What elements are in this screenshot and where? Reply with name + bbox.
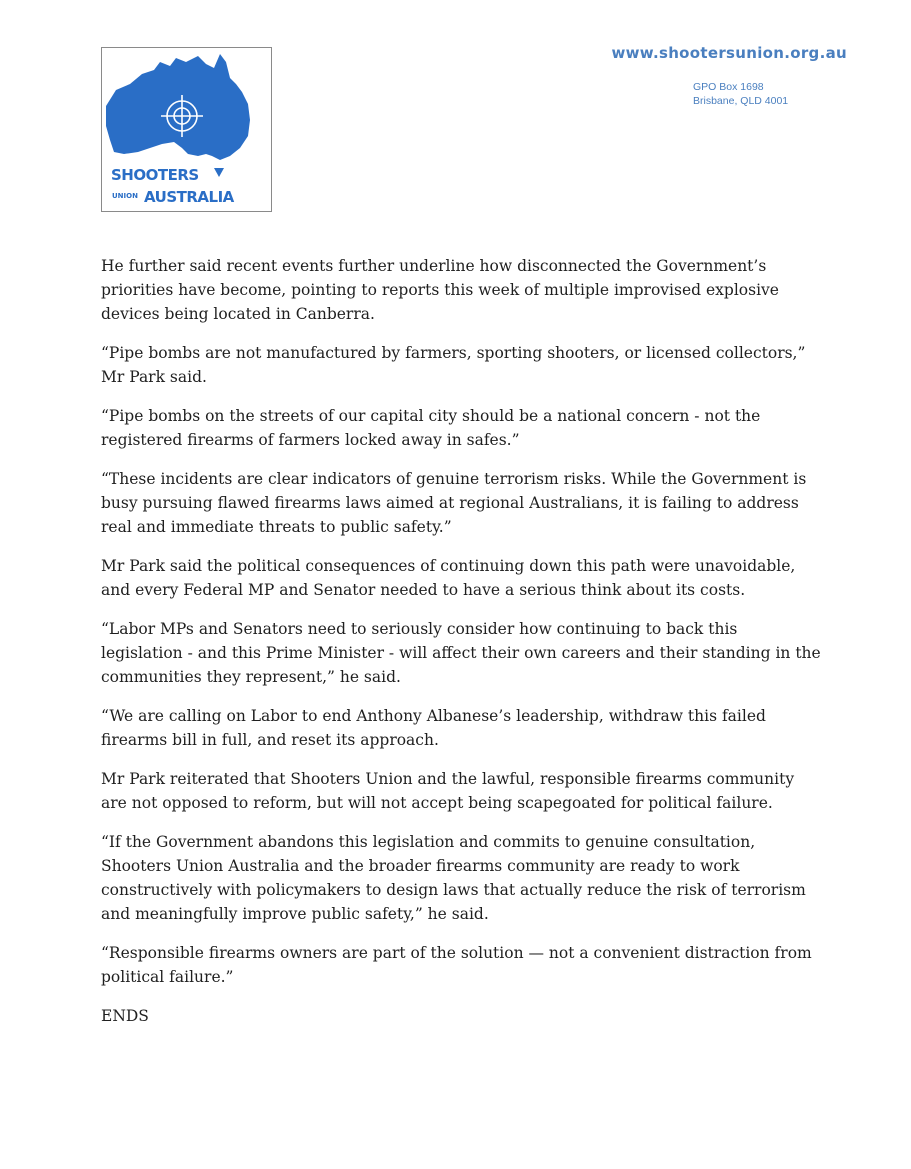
paragraph: “If the Government abandons this legislation and commits to genuine consultation, Shooters Union Australia and the broader firearms community are ready to work constructively with policymakers to design laws that actually reduce the risk of terrorism and meaningfully improve public safety,” he said. <box>101 833 806 923</box>
logo-text-shooters: SHOOTERS <box>111 166 199 184</box>
paragraph: Mr Park said the political consequences of continuing down this path were unavoidable, and every Federal MP and Senator needed to have a serious think about its costs. <box>101 557 796 599</box>
logo-text-australia: AUSTRALIA <box>144 188 234 206</box>
paragraph: He further said recent events further underline how disconnected the Government’s priorities have become, pointing to reports this week of multiple improvised explosive devices being located in Canberra. <box>101 257 779 323</box>
paragraph: “Pipe bombs are not manufactured by farmers, sporting shooters, or licensed collectors,” Mr Park said. <box>101 344 806 386</box>
paragraph: “These incidents are clear indicators of genuine terrorism risks. While the Government is busy pursuing flawed firearms laws aimed at regional Australians, it is failing to address real and immediate threats to public safety.” <box>101 470 807 536</box>
ends-marker: ENDS <box>101 1007 149 1025</box>
postal-address <box>693 80 788 108</box>
shooters-union-logo <box>101 47 272 212</box>
paragraph: Mr Park reiterated that Shooters Union and the lawful, responsible firearms community are not opposed to reform, but will not accept being scapegoated for political failure. <box>101 770 795 812</box>
website-url[interactable]: www.shootersunion.org.au <box>611 44 847 62</box>
paragraph: “Pipe bombs on the streets of our capital city should be a national concern - not the registered firearms of farmers locked away in safes.” <box>101 407 761 449</box>
australia-shape <box>106 54 250 160</box>
paragraph: “Labor MPs and Senators need to seriously consider how continuing to back this legislation - and this Prime Minister - will affect their own careers and their standing in the communities they represent,” he said. <box>101 620 821 686</box>
logo-text-union: UNION <box>112 192 138 200</box>
australia-map-icon <box>102 48 273 213</box>
address-line-1: GPO Box 1698 <box>693 81 764 93</box>
press-release-body <box>101 254 821 1043</box>
tasmania-marker <box>214 168 224 177</box>
paragraph: “Responsible firearms owners are part of the solution — not a convenient distraction from political failure.” <box>101 944 812 986</box>
address-line-2: Brisbane, QLD 4001 <box>693 95 789 107</box>
paragraph: “We are calling on Labor to end Anthony Albanese’s leadership, withdraw this failed firearms bill in full, and reset its approach. <box>101 707 766 749</box>
